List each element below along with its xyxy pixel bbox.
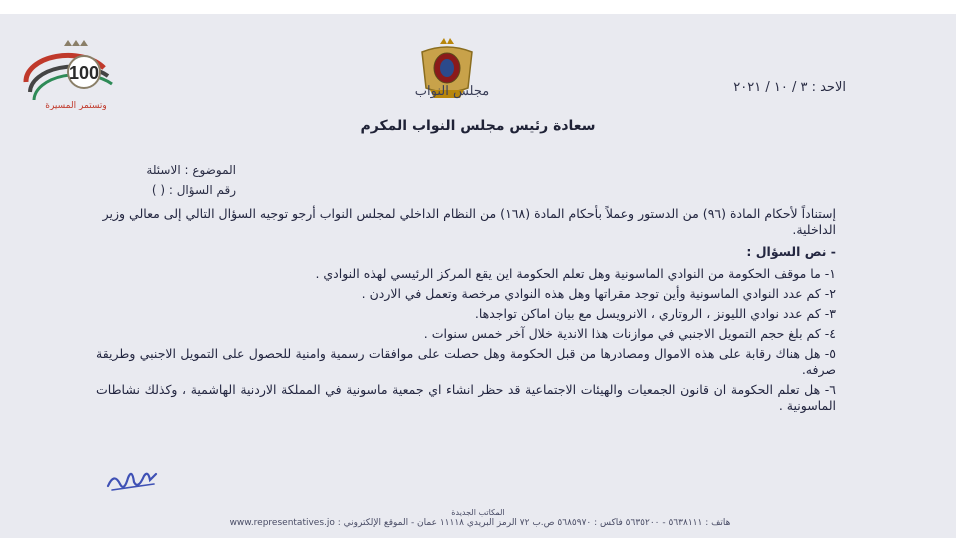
logo-tagline: وتستمر المسيرة (45, 101, 107, 110)
letter-date: الاحد : ٣ / ١٠ / ٢٠٢١ (733, 80, 846, 95)
parliament-signature: مجلس النواب (414, 84, 490, 99)
question-item: ٣- كم عدد نوادي الليونز ، الروتاري ، الانرويسل مع بيان اماكن تواجدها. (474, 306, 836, 321)
question-number: رقم السؤال : ( ) (151, 183, 236, 197)
letter-meta (16, 160, 236, 200)
question-item: ٦- هل تعلم الحكومة ان قانون الجمعيات والهيئات الاجتماعية قد حظر انشاء اي جمعية ماسونية في المملكة الاردنية الهاشمية ، وكذلك نشاطات الماسونية . (96, 382, 836, 413)
letter-body (96, 206, 836, 418)
letter-subject: الموضوع : الاسئلة (146, 163, 236, 177)
question-item: ٤- كم بلغ حجم التمويل الاجنبي في موازنات هذا الاندية خلال آخر خمس سنوات . (423, 326, 836, 341)
question-item: ١- ما موقف الحكومة من النوادي الماسونية وهل تعلم الحكومة اين يقع المركز الرئيسي لهذه النوادي . (315, 266, 836, 281)
question-item: ٢- كم عدد النوادي الماسونية وأين توجد مقراتها وهل هذه النوادي مرخصة وتعمل في الاردن . (361, 286, 836, 301)
crown-icon (64, 40, 88, 46)
footer-office-label: المكاتب الجديدة (451, 508, 505, 517)
letter-page (0, 14, 956, 538)
letter-intro: إستناداً لأحكام المادة (٩٦) من الدستور وعملاً بأحكام المادة (١٦٨) من النظام الداخلي لمجلس النواب أرجو توجيه السؤال التالي إلى معالي وزير الداخلية. (102, 206, 836, 237)
questions-heading: - نص السؤال : (746, 244, 836, 259)
logo-100-text: 100 (68, 63, 100, 83)
handwritten-signature (104, 464, 160, 494)
footer-contact: هاتف : ٥٦٣٨١١١ - ٥٦٣٥٢٠٠ فاكس : ٥٦٨٥٩٧٠ ص.ب ٧٢ الرمز البريدي ١١١١٨ عمان - الموقع الإلكتروني : www.representatives.jo (229, 518, 731, 528)
centennial-logo (12, 38, 140, 110)
letter-addressee: سعادة رئيس مجلس النواب المكرم (360, 118, 596, 134)
question-item: ٥- هل هناك رقابة على هذه الاموال ومصادرها من قبل الحكومة وهل حصلت على موافقات رسمية وامنية للحصول على التمويل الاجنبي وطريقة صرفه. (96, 346, 836, 377)
